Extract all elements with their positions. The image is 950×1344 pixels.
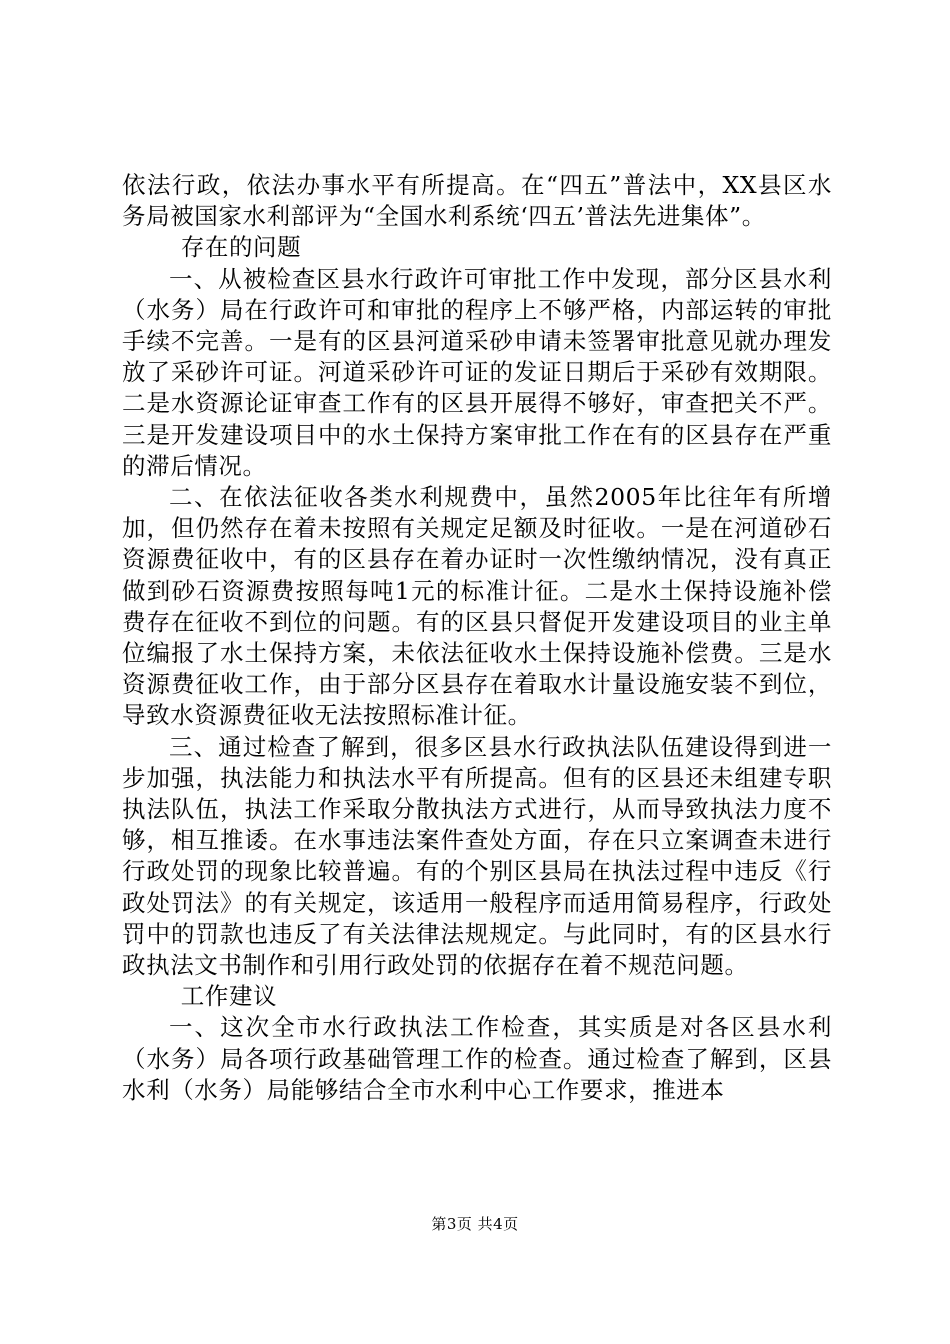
paragraph-problem-1: 一、从被检查区县水行政许可审批工作中发现，部分区县水利（水务）局在行政许可和审批的程序上不够严格，内部运转的审批手续不完善。一是有的区县河道采砂申请未签署审批意见就办理发放了采砂许可证。河道采砂许可证的发证日期后于采砂有效期限。二是水资源论证审查工作有的区县开展得不够好，审查把关不严。三是开发建设项目中的水土保持方案审批工作在有的区县存在严重的滞后情况。: [122, 264, 832, 480]
document-body: [122, 170, 832, 1106]
section-heading-problems: 存在的问题: [180, 233, 302, 262]
paragraph-problem-2: 二、在依法征收各类水利规费中，虽然2005年比往年有所增加，但仍然存在着未按照有关规定足额及时征收。一是在河道砂石资源费征收中，有的区县存在着办证时一次性缴纳情况，没有真正做到砂石资源费按照每吨1元的标准计征。二是水土保持设施补偿费存在征收不到位的问题。有的区县只督促开发建设项目的业主单位编报了水土保持方案，未依法征收水土保持设施补偿费。三是水资源费征收工作，由于部分区县存在着取水计量设施安装不到位，导致水资源费征收无法按照标准计征。: [122, 483, 832, 730]
page-number-label: 第3页 共4页: [431, 1215, 519, 1233]
paragraph-problem-3: 三、通过检查了解到，很多区县水行政执法队伍建设得到进一步加强，执法能力和执法水平有所提高。但有的区县还未组建专职执法队伍，执法工作采取分散执法方式进行，从而导致执法力度不够，相互推诿。在水事违法案件查处方面，存在只立案调查未进行行政处罚的现象比较普遍。有的个别区县局在执法过程中违反《行政处罚法》的有关规定，该适用一般程序而适用简易程序，行政处罚中的罚款也违反了有关法律法规规定。与此同时，有的区县水行政执法文书制作和引用行政处罚的依据存在着不规范问题。: [122, 732, 832, 980]
section-heading-suggestions: 工作建议: [180, 982, 278, 1011]
page-footer: [0, 1214, 950, 1234]
paragraph-intro: 依法行政，依法办事水平有所提高。在“四五”普法中，XX县区水务局被国家水利部评为“全国水利系统‘四五’普法先进集体”。: [122, 171, 832, 231]
paragraph-suggestion-1: 一、这次全市水行政执法工作检查，其实质是对各区县水利（水务）局各项行政基础管理工作的检查。通过检查了解到，区县水利（水务）局能够结合全市水利中心工作要求，推进本: [122, 1013, 832, 1104]
